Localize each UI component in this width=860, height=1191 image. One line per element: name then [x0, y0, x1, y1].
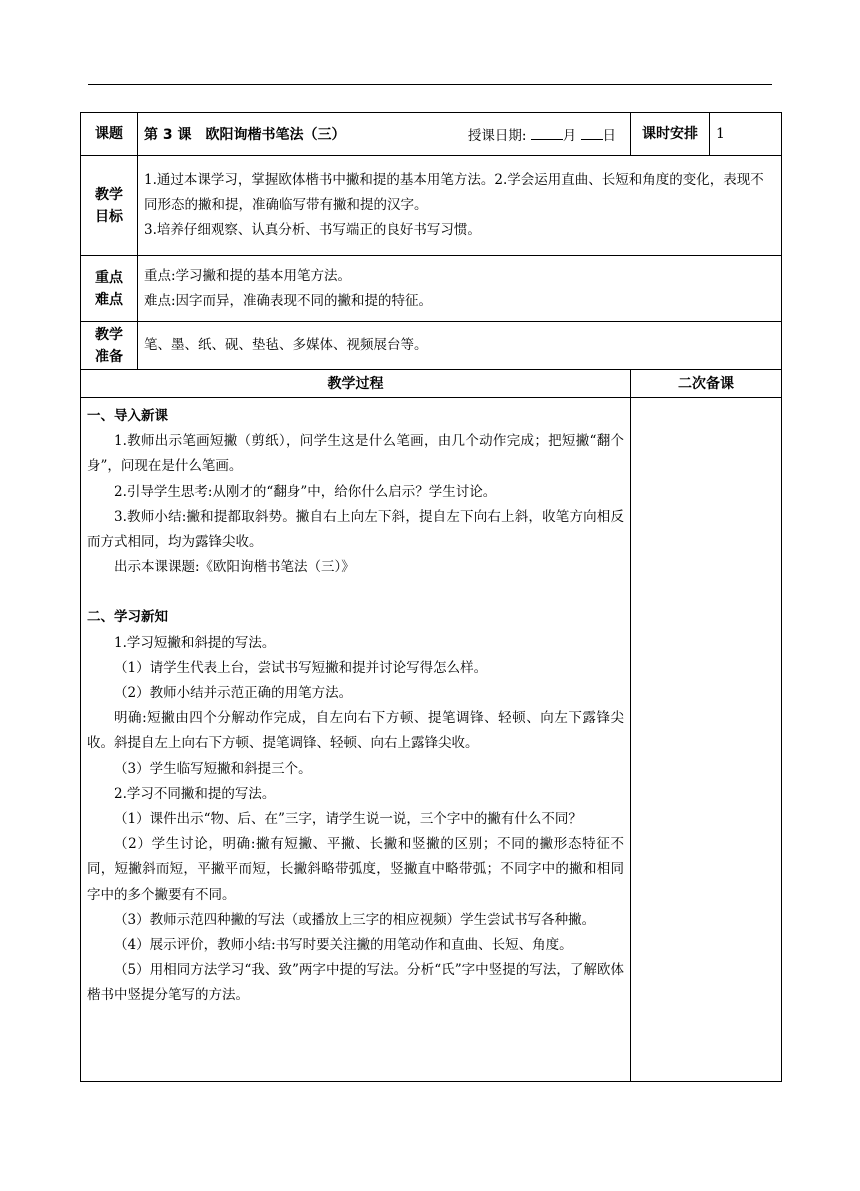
process-paragraph: 3.教师小结:撇和提都取斜势。撇自右上向左下斜，提自左下向右上斜，收笔方向相反而方式相同，均为露锋尖收。	[87, 508, 624, 551]
process-paragraph: 出示本课课题:《欧阳询楷书笔法（三）》	[114, 559, 355, 576]
day-label: 日	[602, 128, 616, 144]
goals-label-line2: 目标	[95, 208, 123, 225]
process-row	[81, 398, 782, 1082]
date-label: 授课日期:	[467, 128, 527, 144]
schedule-value: 1	[710, 113, 782, 156]
process-paragraph: （2）学生讨论，明确:撇有短撇、平撇、长撇和竖撇的区别；不同的撇形态特征不同，短撇斜而短，平撇平而短，长撇斜略带弧度，竖撇直中略带弧；不同字中的撇和相同字中的多个撇要有不同。	[87, 836, 624, 903]
prep-text: 笔、墨、纸、砚、垫毡、多媒体、视频展台等。	[144, 337, 428, 353]
process-paragraph: （4）展示评价，教师小结:书写时要关注撇的用笔动作和直曲、长短、角度。	[114, 937, 573, 954]
section-heading: 一、导入新课	[87, 408, 168, 424]
keypoints-label	[81, 256, 138, 322]
keypoints-label-line2: 难点	[95, 291, 123, 308]
process-paragraph: （1）请学生代表上台，尝试书写短撇和提并讨论写得怎么样。	[114, 659, 488, 676]
process-paragraph: （3）教师示范四种撇的写法（或播放上三字的相应视频）学生尝试书写各种撇。	[114, 911, 596, 928]
process-header-row	[81, 370, 782, 398]
date-field	[468, 124, 616, 144]
course-title-cell	[138, 113, 631, 156]
goals-label-line1: 教学	[95, 186, 123, 203]
prep-label-line1: 教学	[95, 326, 123, 343]
process-paragraph: （2）教师小结并示范正确的用笔方法。	[114, 685, 353, 702]
process-paragraph: 1.教师出示笔画短撇（剪纸），问学生这是什么笔画，由几个动作完成；把短撇“翻个身”，问现在是什么笔画。	[87, 433, 624, 475]
blank-line	[87, 580, 624, 605]
month-blank	[531, 127, 563, 140]
goal-2: 3.培养仔细观察、认真分析、书写端正的良好书写习惯。	[144, 222, 481, 238]
goal-1: 1.通过本课学习，掌握欧体楷书中撇和提的基本用笔方法。2.学会运用直曲、长短和角度的变化，表现不同形态的撇和提，准确临写带有撇和提的汉字。	[144, 172, 764, 213]
prep-label	[81, 322, 138, 370]
lesson-plan-table	[80, 112, 782, 1082]
process-paragraph: 2.学习不同撇和提的写法。	[114, 785, 276, 802]
keypoint-1: 重点:学习撇和提的基本用笔方法。	[144, 267, 352, 284]
process-header: 教学过程	[81, 370, 631, 398]
day-blank	[581, 127, 603, 140]
process-content	[81, 398, 631, 1082]
process-paragraph: （5）用相同方法学习“我、致”两字中提的写法。分析“氏”字中竖提的写法，了解欧体楷书中竖提分笔写的方法。	[87, 962, 624, 1004]
goals-label	[81, 156, 138, 256]
goals-content	[138, 156, 782, 256]
process-paragraph: 明确:短撇由四个分解动作完成，自左向右下方顿、提笔调锋、轻顿、向左下露锋尖收。斜提自左上向右下方顿、提笔调锋、轻顿、向右上露锋尖收。	[87, 710, 624, 752]
second-prep-header: 二次备课	[631, 370, 782, 398]
keypoints-row	[81, 256, 782, 322]
schedule-label: 课时安排	[631, 113, 710, 156]
keypoints-label-line1: 重点	[95, 269, 123, 286]
process-paragraph: （1）课件出示“物、后、在”三字，请学生说一说，三个字中的撇有什么不同？	[114, 811, 582, 828]
process-paragraph: 2.引导学生思考:从刚才的“翻身”中，给你什么启示？学生讨论。	[114, 483, 497, 500]
prep-row	[81, 322, 782, 370]
prep-content	[138, 322, 782, 370]
process-paragraph: （3）学生临写短撇和斜提三个。	[114, 760, 312, 777]
prep-label-line2: 准备	[95, 348, 123, 365]
month-label: 月	[562, 128, 577, 144]
title-row	[81, 113, 782, 156]
second-prep-content	[631, 398, 782, 1082]
goals-row	[81, 156, 782, 256]
course-title: 第 3 课 欧阳询楷书笔法（三）	[144, 127, 346, 143]
keypoints-content	[138, 256, 782, 322]
process-paragraph: 1.学习短撇和斜提的写法。	[114, 634, 276, 651]
topic-label: 课题	[81, 113, 138, 156]
header-rule	[88, 84, 772, 85]
section-heading: 二、学习新知	[87, 609, 168, 626]
keypoint-2: 难点:因字而异，准确表现不同的撇和提的特征。	[144, 292, 433, 309]
